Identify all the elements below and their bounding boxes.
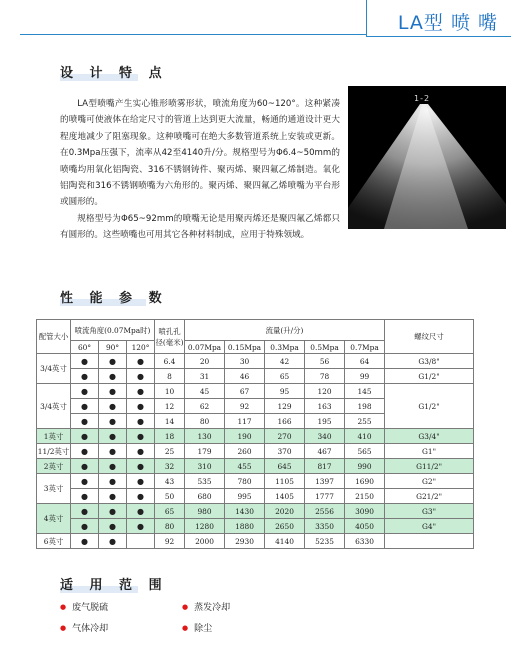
flow-cell: 565 bbox=[345, 444, 385, 459]
flow-cell: 1405 bbox=[265, 489, 305, 504]
angle-90-header: 90° bbox=[99, 341, 127, 354]
angle-90-mark: ● bbox=[99, 384, 127, 399]
flow-cell: 56 bbox=[305, 354, 345, 369]
angle-120-mark: ● bbox=[127, 519, 155, 534]
angle-90-mark: ● bbox=[99, 414, 127, 429]
flow-cell: 198 bbox=[345, 399, 385, 414]
application-label: 废气脱硫 bbox=[72, 603, 109, 613]
angle-60-header: 60° bbox=[71, 341, 99, 354]
flow-cell: 1430 bbox=[225, 504, 265, 519]
spray-photo bbox=[348, 86, 506, 229]
design-paragraph-1: LA型喷嘴产生实心锥形喷雾形状，喷流角度为60~120°。这种紧凑的喷嘴可使液体在给定尺寸的管道上达到更大流量，畅通的通道设计更大程度地减少了阻塞现象。这种喷嘴可在绝大多数管道系统上安装或更新。在0.3Mpa压强下，流率从42至4140升/分。规格型号为Φ6.4~50mm的喷嘴均用氧化铝陶瓷、316不锈钢铸件、聚丙烯、聚四氟乙烯制造。氧化铝陶瓷和316不锈钢喷嘴为六角形的。聚丙烯、聚四氟乙烯喷嘴为平台形或圆形的。 bbox=[60, 99, 340, 208]
orifice-cell: 14 bbox=[155, 414, 185, 429]
angle-90-mark: ● bbox=[99, 429, 127, 444]
application-label: 蒸发冷却 bbox=[194, 603, 231, 613]
orifice-cell: 32 bbox=[155, 459, 185, 474]
angle-120-mark: ● bbox=[127, 504, 155, 519]
flow-cell: 980 bbox=[185, 504, 225, 519]
flow-header: 流量(升/分) bbox=[185, 320, 385, 341]
page-title: LA型 喷 嘴 bbox=[397, 12, 498, 34]
orifice-header: 喷孔孔径(毫米) bbox=[155, 320, 185, 354]
angle-60-mark: ● bbox=[71, 414, 99, 429]
angle-90-mark: ● bbox=[99, 534, 127, 549]
pipe-size-cell: 3/4英寸 bbox=[37, 354, 71, 384]
thread-cell: G11/2" bbox=[385, 459, 474, 474]
angle-60-mark: ● bbox=[71, 369, 99, 384]
thread-cell: G1" bbox=[385, 444, 474, 459]
thread-cell: G1/2" bbox=[385, 369, 474, 384]
orifice-cell: 18 bbox=[155, 429, 185, 444]
application-item bbox=[60, 621, 108, 634]
flow-cell: 179 bbox=[185, 444, 225, 459]
flow-cell: 2650 bbox=[265, 519, 305, 534]
flow-cell: 995 bbox=[225, 489, 265, 504]
angle-120-mark: ● bbox=[127, 384, 155, 399]
angle-90-mark: ● bbox=[99, 369, 127, 384]
angle-90-mark: ● bbox=[99, 474, 127, 489]
angle-60-mark: ● bbox=[71, 534, 99, 549]
table-row bbox=[37, 489, 474, 504]
flow-cell: 990 bbox=[345, 459, 385, 474]
application-item bbox=[182, 621, 212, 634]
pipe-size-header: 配管大小 bbox=[37, 320, 71, 354]
thread-cell: G2" bbox=[385, 474, 474, 489]
angle-120-mark: ● bbox=[127, 429, 155, 444]
orifice-cell: 12 bbox=[155, 399, 185, 414]
bullet-dot-icon: ● bbox=[182, 624, 189, 632]
angle-60-mark: ● bbox=[71, 384, 99, 399]
pressure-header: 0.7Mpa bbox=[345, 341, 385, 354]
angle-120-mark: ● bbox=[127, 459, 155, 474]
flow-cell: 410 bbox=[345, 429, 385, 444]
pipe-size-cell: 2英寸 bbox=[37, 459, 71, 474]
orifice-cell: 43 bbox=[155, 474, 185, 489]
flow-cell: 120 bbox=[305, 384, 345, 399]
orifice-cell: 10 bbox=[155, 384, 185, 399]
flow-cell: 1777 bbox=[305, 489, 345, 504]
angle-90-mark: ● bbox=[99, 354, 127, 369]
flow-cell: 680 bbox=[185, 489, 225, 504]
flow-cell: 92 bbox=[225, 399, 265, 414]
flow-cell: 467 bbox=[305, 444, 345, 459]
orifice-cell: 92 bbox=[155, 534, 185, 549]
angle-60-mark: ● bbox=[71, 519, 99, 534]
angle-120-mark: ● bbox=[127, 489, 155, 504]
table-row bbox=[37, 459, 474, 474]
orifice-cell: 25 bbox=[155, 444, 185, 459]
thread-cell: G3/8" bbox=[385, 354, 474, 369]
angle-60-mark: ● bbox=[71, 504, 99, 519]
flow-cell: 129 bbox=[265, 399, 305, 414]
flow-cell: 163 bbox=[305, 399, 345, 414]
flow-cell: 95 bbox=[265, 384, 305, 399]
flow-cell: 166 bbox=[265, 414, 305, 429]
flow-cell: 2150 bbox=[345, 489, 385, 504]
orifice-cell: 80 bbox=[155, 519, 185, 534]
flow-cell: 65 bbox=[265, 369, 305, 384]
thread-cell: G21/2" bbox=[385, 489, 474, 504]
performance-table bbox=[36, 319, 474, 549]
flow-cell: 4140 bbox=[265, 534, 305, 549]
flow-cell: 340 bbox=[305, 429, 345, 444]
flow-cell: 260 bbox=[225, 444, 265, 459]
flow-cell: 67 bbox=[225, 384, 265, 399]
flow-cell: 117 bbox=[225, 414, 265, 429]
angle-90-mark: ● bbox=[99, 519, 127, 534]
pipe-size-cell: 11/2英寸 bbox=[37, 444, 71, 459]
flow-cell: 78 bbox=[305, 369, 345, 384]
angle-90-mark: ● bbox=[99, 399, 127, 414]
header-rule bbox=[20, 34, 370, 35]
angle-120-mark bbox=[127, 534, 155, 549]
angle-60-mark: ● bbox=[71, 459, 99, 474]
flow-cell: 31 bbox=[185, 369, 225, 384]
pressure-header: 0.15Mpa bbox=[225, 341, 265, 354]
flow-cell: 64 bbox=[345, 354, 385, 369]
pipe-size-cell: 3英寸 bbox=[37, 474, 71, 504]
orifice-cell: 65 bbox=[155, 504, 185, 519]
applications-heading: 适 用 范 围 bbox=[60, 578, 168, 593]
flow-cell: 2000 bbox=[185, 534, 225, 549]
flow-cell: 190 bbox=[225, 429, 265, 444]
thread-cell: G3/4" bbox=[385, 429, 474, 444]
flow-cell: 80 bbox=[185, 414, 225, 429]
table-row bbox=[37, 444, 474, 459]
application-label: 气体冷却 bbox=[72, 624, 109, 634]
flow-cell: 5235 bbox=[305, 534, 345, 549]
angle-120-mark: ● bbox=[127, 399, 155, 414]
application-item bbox=[182, 600, 230, 613]
flow-cell: 42 bbox=[265, 354, 305, 369]
design-heading: 设 计 特 点 bbox=[60, 66, 168, 81]
angle-120-mark: ● bbox=[127, 414, 155, 429]
thread-header: 螺纹尺寸 bbox=[385, 320, 474, 354]
pressure-header: 0.07Mpa bbox=[185, 341, 225, 354]
flow-cell: 2020 bbox=[265, 504, 305, 519]
flow-cell: 780 bbox=[225, 474, 265, 489]
flow-cell: 3090 bbox=[345, 504, 385, 519]
application-item bbox=[60, 600, 108, 613]
table-row bbox=[37, 369, 474, 384]
flow-cell: 1280 bbox=[185, 519, 225, 534]
title-box bbox=[366, 0, 511, 37]
flow-cell: 817 bbox=[305, 459, 345, 474]
orifice-cell: 8 bbox=[155, 369, 185, 384]
angle-90-mark: ● bbox=[99, 489, 127, 504]
flow-cell: 62 bbox=[185, 399, 225, 414]
flow-cell: 99 bbox=[345, 369, 385, 384]
flow-cell: 1397 bbox=[305, 474, 345, 489]
table-row bbox=[37, 534, 474, 549]
angle-90-mark: ● bbox=[99, 444, 127, 459]
thread-cell: G4" bbox=[385, 519, 474, 534]
flow-cell: 645 bbox=[265, 459, 305, 474]
flow-cell: 370 bbox=[265, 444, 305, 459]
flow-cell: 255 bbox=[345, 414, 385, 429]
angle-60-mark: ● bbox=[71, 474, 99, 489]
flow-cell: 130 bbox=[185, 429, 225, 444]
pressure-header: 0.5Mpa bbox=[305, 341, 345, 354]
thread-cell: G1/2" bbox=[385, 384, 474, 429]
flow-cell: 270 bbox=[265, 429, 305, 444]
pipe-size-cell: 3/4英寸 bbox=[37, 384, 71, 429]
angle-120-mark: ● bbox=[127, 444, 155, 459]
performance-heading: 性 能 参 数 bbox=[60, 291, 168, 306]
bullet-dot-icon: ● bbox=[60, 603, 67, 611]
flow-cell: 2556 bbox=[305, 504, 345, 519]
flow-cell: 1105 bbox=[265, 474, 305, 489]
angle-60-mark: ● bbox=[71, 489, 99, 504]
flow-cell: 2930 bbox=[225, 534, 265, 549]
spray-angle-header: 喷流角度(0.07Mpa时) bbox=[71, 320, 155, 341]
angle-60-mark: ● bbox=[71, 399, 99, 414]
angle-60-mark: ● bbox=[71, 444, 99, 459]
flow-cell: 310 bbox=[185, 459, 225, 474]
pipe-size-cell: 4英寸 bbox=[37, 504, 71, 534]
orifice-cell: 6.4 bbox=[155, 354, 185, 369]
pipe-size-cell: 1英寸 bbox=[37, 429, 71, 444]
flow-cell: 535 bbox=[185, 474, 225, 489]
table-row bbox=[37, 504, 474, 519]
flow-cell: 195 bbox=[305, 414, 345, 429]
angle-90-mark: ● bbox=[99, 459, 127, 474]
flow-cell: 4050 bbox=[345, 519, 385, 534]
table-row bbox=[37, 354, 474, 369]
design-text bbox=[60, 96, 340, 244]
flow-cell: 1880 bbox=[225, 519, 265, 534]
flow-cell: 20 bbox=[185, 354, 225, 369]
spray-photo-label: 1-2 bbox=[414, 94, 431, 103]
angle-120-header: 120° bbox=[127, 341, 155, 354]
angle-90-mark: ● bbox=[99, 504, 127, 519]
design-paragraph-2: 规格型号为Φ65~92mm的喷嘴无论是用聚丙烯还是聚四氟乙烯都只有圆形的。这些喷嘴也可用其它各种材料制成，应用于特殊领域。 bbox=[60, 213, 340, 241]
pressure-header: 0.3Mpa bbox=[265, 341, 305, 354]
table-row bbox=[37, 429, 474, 444]
thread-cell bbox=[385, 534, 474, 549]
flow-cell: 46 bbox=[225, 369, 265, 384]
flow-cell: 145 bbox=[345, 384, 385, 399]
angle-60-mark: ● bbox=[71, 429, 99, 444]
spray-cone-image bbox=[348, 86, 506, 229]
bullet-dot-icon: ● bbox=[60, 624, 67, 632]
table-row bbox=[37, 519, 474, 534]
flow-cell: 1690 bbox=[345, 474, 385, 489]
flow-cell: 45 bbox=[185, 384, 225, 399]
table-row bbox=[37, 384, 474, 399]
orifice-cell: 50 bbox=[155, 489, 185, 504]
angle-120-mark: ● bbox=[127, 354, 155, 369]
angle-120-mark: ● bbox=[127, 474, 155, 489]
thread-cell: G3" bbox=[385, 504, 474, 519]
angle-120-mark: ● bbox=[127, 369, 155, 384]
pipe-size-cell: 6英寸 bbox=[37, 534, 71, 549]
flow-cell: 3350 bbox=[305, 519, 345, 534]
flow-cell: 30 bbox=[225, 354, 265, 369]
bullet-dot-icon: ● bbox=[182, 603, 189, 611]
application-label: 除尘 bbox=[194, 624, 213, 634]
flow-cell: 455 bbox=[225, 459, 265, 474]
table-row bbox=[37, 474, 474, 489]
flow-cell: 6330 bbox=[345, 534, 385, 549]
angle-60-mark: ● bbox=[71, 354, 99, 369]
